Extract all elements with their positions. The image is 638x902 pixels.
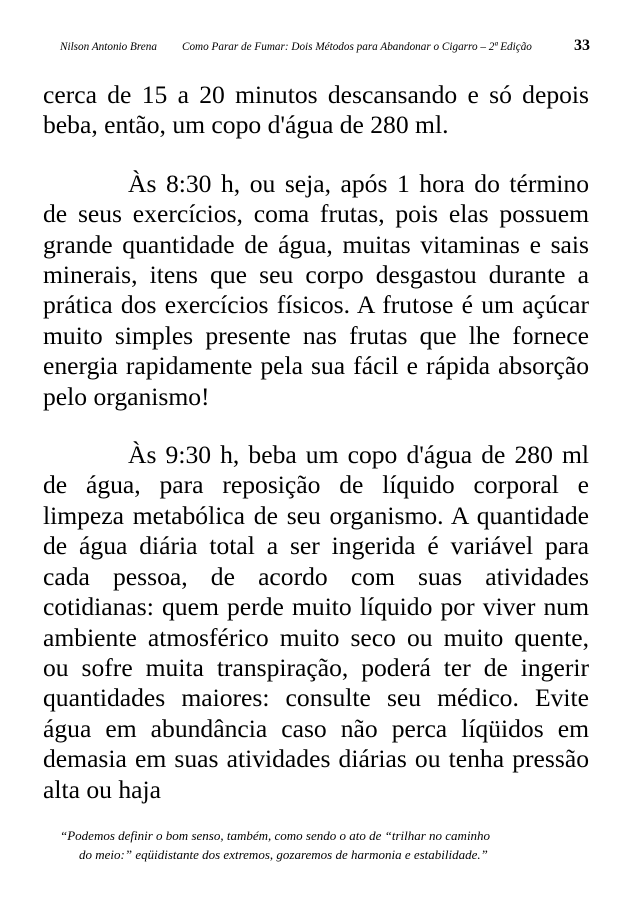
footer-quote-line-1: “Podemos definir o bom senso, também, como sendo o ato de “trilhar no caminho bbox=[60, 828, 491, 843]
page-number: 33 bbox=[574, 37, 590, 54]
running-header bbox=[60, 36, 590, 58]
paragraph-water: Às 9:30 h, beba um copo d'água de 280 ml de água, para reposição de líquido corporal e limpeza metabólica de seu organismo. A quantidade de água diária total a ser ingerida é variável para cada pessoa, de acordo com suas atividades cotidianas: quem perde muito líquido por viver num ambiente atmosférico muito seco ou muito quente, ou sofre muita transpiração, poderá ter de ingerir quantidades maiores: consulte seu médico. Evite água em abundância caso não perca líqüidos em demasia em suas atividades diárias ou tenha pressão alta ou haja bbox=[43, 440, 589, 804]
paragraph-continuation: cerca de 15 a 20 minutos descansando e só depois beba, então, um copo d'água de 280 ml. bbox=[43, 80, 589, 140]
page-body bbox=[43, 80, 589, 805]
paragraph-fruits: Às 8:30 h, ou seja, após 1 hora do término de seus exercícios, coma frutas, pois elas possuem grande quantidade de água, muitas vitaminas e sais minerais, itens que seu corpo desgastou durante a prática dos exercícios físicos. A frutose é um açúcar muito simples presente nas frutas que lhe fornece energia rapidamente pela sua fácil e rápida absorção pelo organismo! bbox=[43, 168, 589, 411]
header-author: Nilson Antonio Brena bbox=[60, 41, 157, 53]
footer-quote-line-2: do meio:” eqüidistante dos extremos, gozaremos de harmonia e estabilidade.” bbox=[79, 847, 488, 862]
header-book-title: Como Parar de Fumar: Dois Métodos para Abandonar o Cigarro – 2ª Edição bbox=[182, 41, 532, 53]
footer-quote bbox=[60, 826, 590, 864]
